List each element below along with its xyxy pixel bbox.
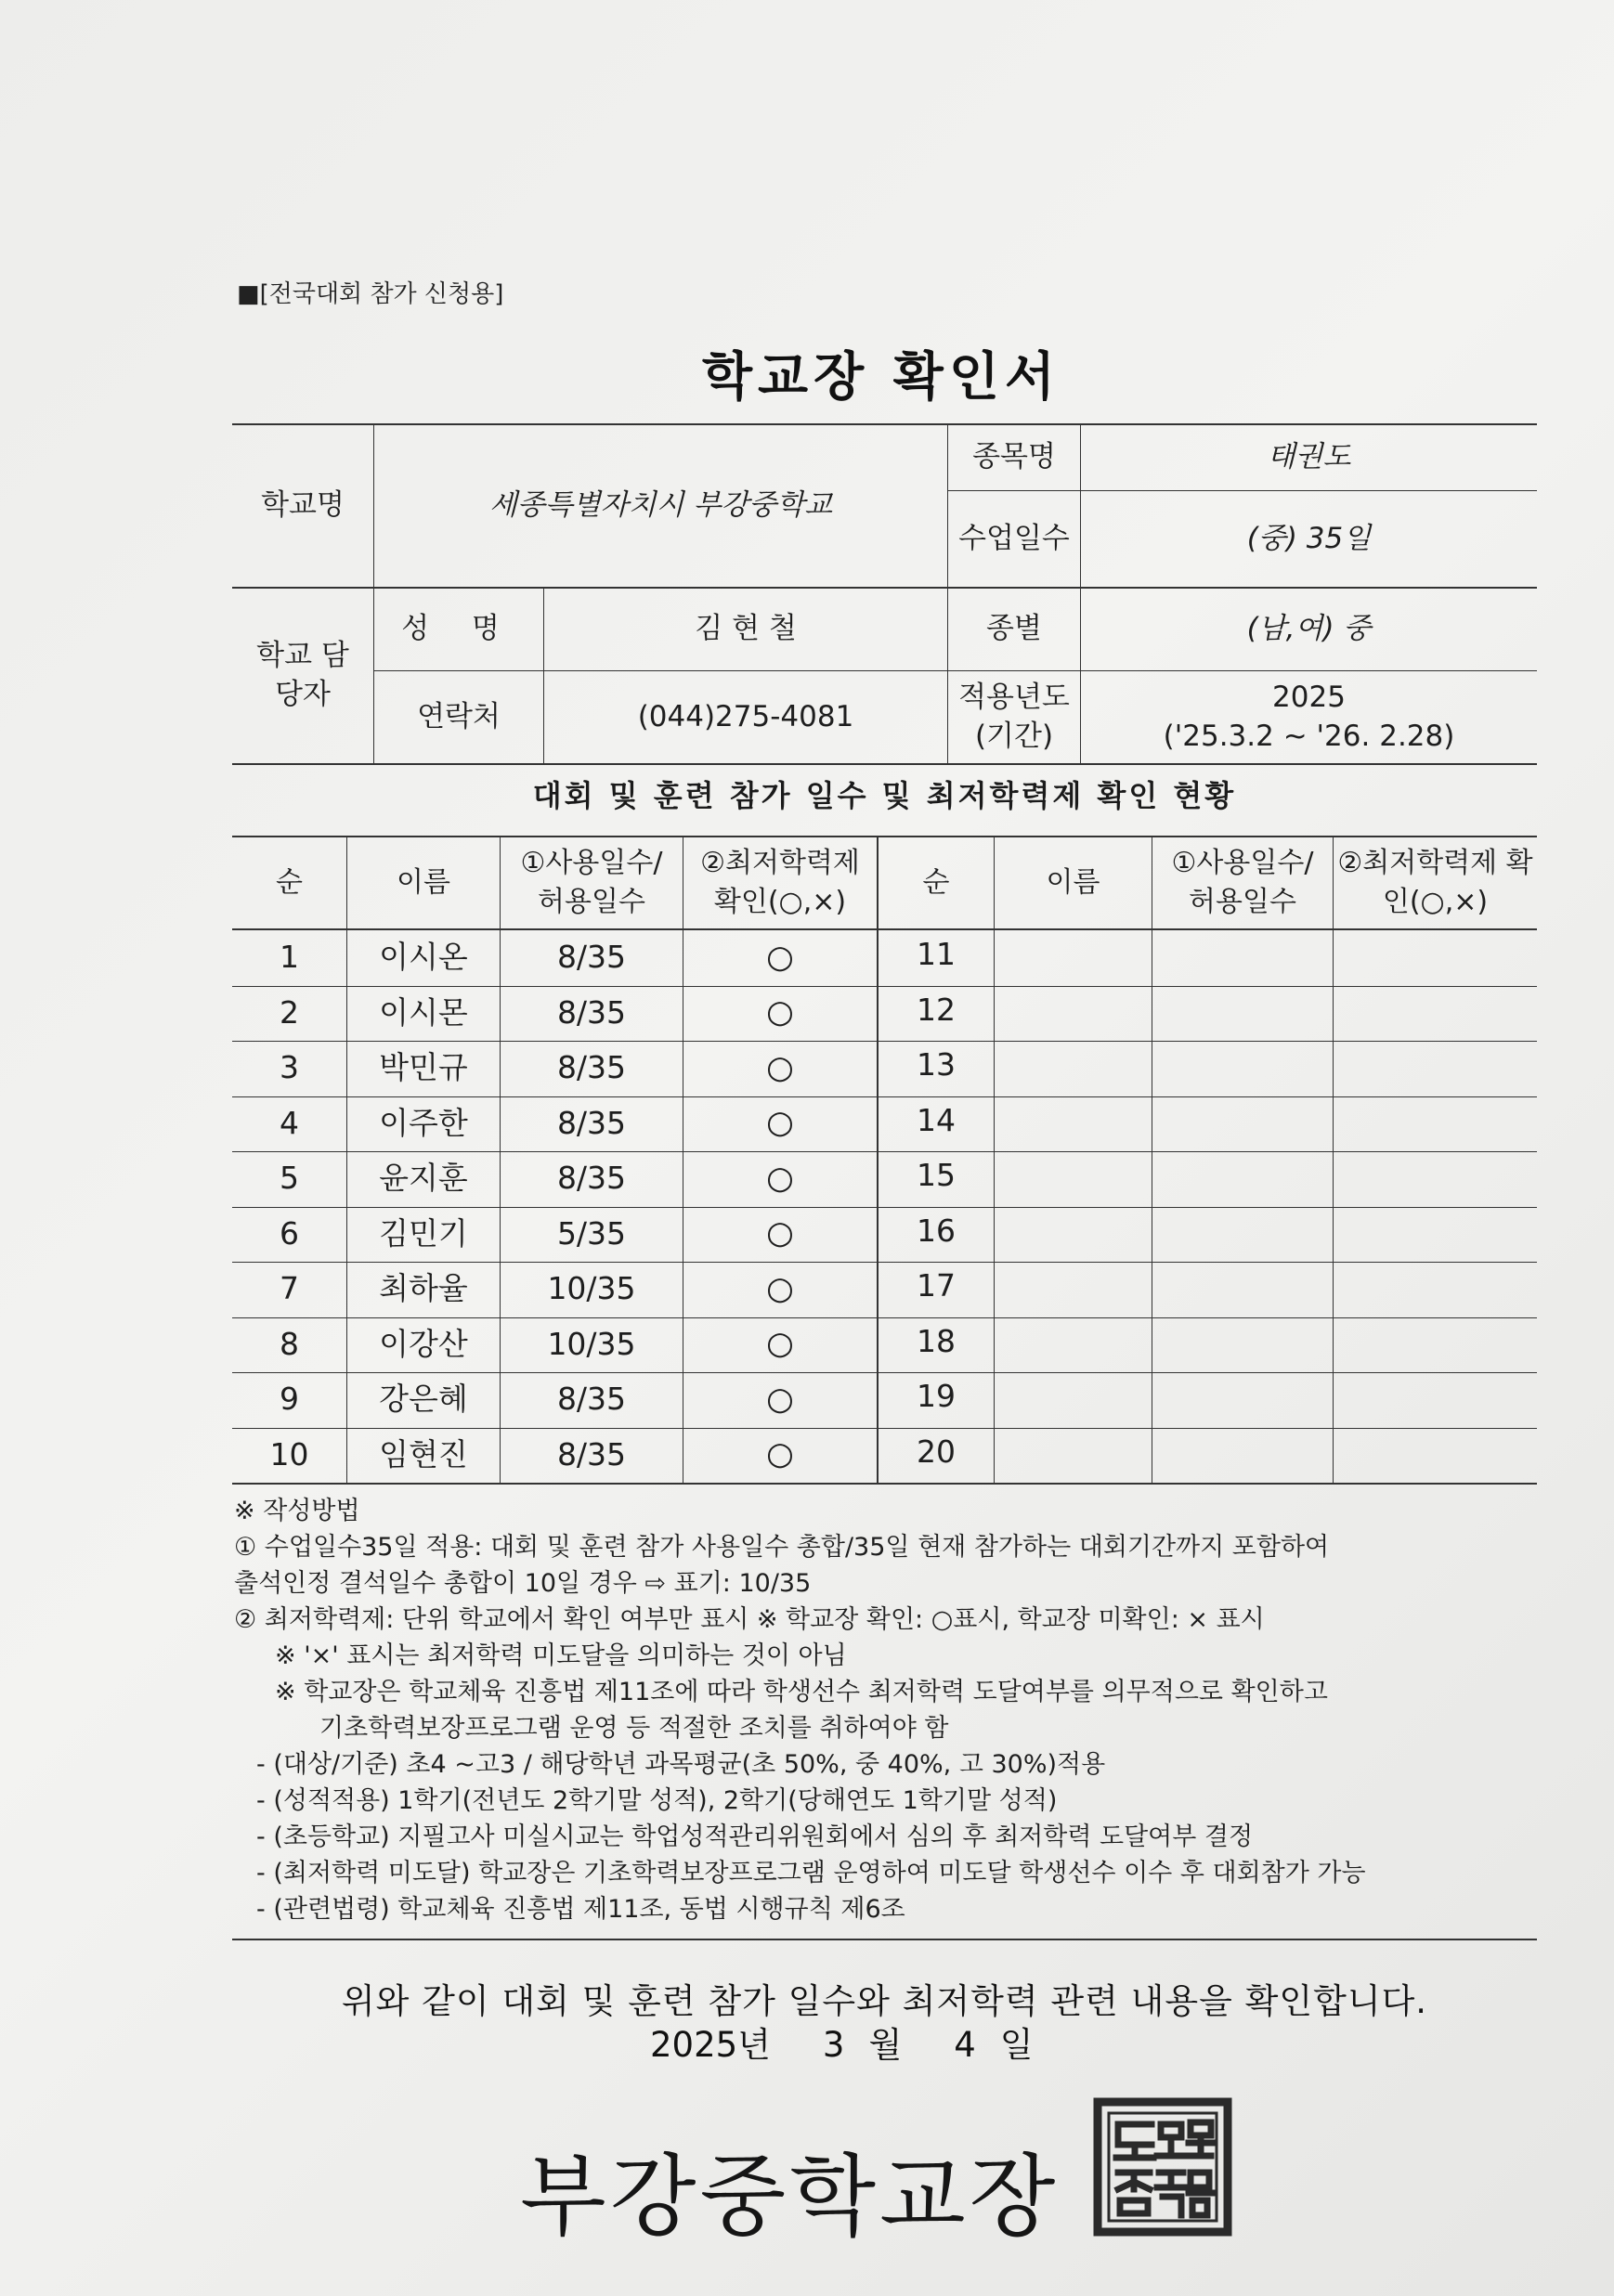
row-name: 강은혜 — [379, 1381, 468, 1418]
row-mark: ○ — [766, 938, 794, 976]
guide-elementary: - (초등학교) 지필고사 미실시교는 학업성적관리위원회에서 심의 후 최저학력 도달여부 결정 — [256, 1823, 1254, 1851]
guide-grade-apply: - (성적적용) 1학기(전년도 2학기말 성적), 2학기(당해연도 1학기말 성적) — [256, 1786, 1058, 1815]
row-usage: 8/35 — [556, 993, 627, 1031]
row-mark: ○ — [766, 1104, 794, 1142]
guide-related-law: - (관련법령) 학교체육 진흥법 제11조, 동법 시행규칙 제6조 — [256, 1895, 905, 1924]
row-name: 이시몬 — [379, 993, 468, 1031]
guide-note-law: ※ 학교장은 학교체육 진흥법 제11조에 따라 학생선수 최저학력 도달여부를 의무적으로 확인하고 — [275, 1678, 1328, 1706]
table-vline-7 — [1333, 836, 1334, 1484]
row-no-right: 19 — [917, 1378, 956, 1415]
school-name-value: 세종특별자치시 부강중학교 — [488, 488, 833, 523]
date-day: 4 — [954, 2025, 976, 2065]
row-usage: 8/35 — [556, 1160, 627, 1197]
row-no-right: 15 — [917, 1157, 956, 1194]
row-no: 8 — [280, 1325, 299, 1362]
date-year: 2025년 — [650, 2025, 771, 2065]
row-no: 3 — [280, 1049, 299, 1086]
guide-item-1-cont: 출석인정 결석일수 총합이 10일 경우 ⇨ 표기: 10/35 — [234, 1569, 812, 1598]
confirmation-statement: 위와 같이 대회 및 훈련 참가 일수와 최저학력 관련 내용을 확인합니다. — [341, 1981, 1428, 2021]
row-name: 최하율 — [379, 1270, 468, 1307]
row-usage: 5/35 — [556, 1214, 627, 1252]
issue-date — [650, 2017, 1034, 2067]
class-days-value: (중) 35일 — [1246, 521, 1372, 555]
guide-target: - (대상/기준) 초4 ~고3 / 해당학년 과목평균(초 50%, 중 40%, 고 30%)적용 — [256, 1750, 1106, 1779]
row-no-right: 18 — [917, 1322, 956, 1359]
row-no: 9 — [280, 1381, 299, 1418]
table-vline-5 — [994, 836, 995, 1484]
row-mark: ○ — [766, 1048, 794, 1086]
guide-note-law-cont: 기초학력보장프로그램 운영 등 적절한 조치를 취하여야 함 — [319, 1714, 949, 1743]
header-confirm-left: ②최저학력제 확인(○,×) — [700, 847, 860, 918]
header-confirm-right: ②최저학력제 확인(○,×) — [1337, 847, 1533, 918]
row-usage: 10/35 — [547, 1270, 636, 1307]
row-no: 6 — [280, 1214, 299, 1252]
row-mark: ○ — [766, 993, 794, 1031]
form-type-label: ■[전국대회 참가 신청용] — [237, 280, 504, 308]
header-usage-left: ①사용일수/ 허용일수 — [520, 847, 663, 918]
header-name-left: 이름 — [397, 866, 450, 899]
guide-heading: ※ 작성방법 — [234, 1497, 360, 1525]
row-no-right: 16 — [917, 1212, 956, 1249]
row-no-right: 14 — [917, 1101, 956, 1138]
row-no-right: 12 — [917, 991, 956, 1028]
apply-year-value: 2025 — [1272, 680, 1346, 714]
contact-label: 연락처 — [417, 699, 501, 733]
date-month-unit: 월 — [868, 2025, 903, 2065]
guide-item-2: ② 최저학력제: 단위 학교에서 확인 여부만 표시 ※ 학교장 확인: ○표시, 학교장 미확인: × 표시 — [234, 1605, 1265, 1634]
row-mark: ○ — [766, 1325, 794, 1363]
row-no-right: 20 — [917, 1433, 956, 1470]
guide-item-1: ① 수업일수35일 적용: 대회 및 훈련 참가 사용일수 총합/35일 현재 참가하는 대회기간까지 포함하여 — [234, 1533, 1330, 1562]
header-no-right: 순 — [922, 866, 950, 899]
apply-year-cell — [1081, 671, 1537, 763]
header-name-right: 이름 — [1046, 866, 1100, 899]
row-no: 1 — [280, 939, 299, 976]
writing-guide — [234, 1493, 1553, 1927]
row-name: 이주한 — [379, 1104, 468, 1141]
row-no-right: 11 — [917, 936, 956, 973]
manager-name-value: 김 현 철 — [695, 612, 797, 646]
row-usage: 8/35 — [556, 1049, 627, 1086]
row-usage: 8/35 — [556, 939, 627, 976]
notes-bottom-border — [232, 1939, 1537, 1940]
date-month: 3 — [822, 2025, 845, 2065]
apply-period-value: ('25.3.2 ~ '26. 2.28) — [1163, 719, 1455, 753]
row-mark: ○ — [766, 1435, 794, 1473]
row-name: 이시온 — [379, 939, 468, 976]
row-name: 박민규 — [379, 1049, 468, 1086]
school-manager-label: 학교 담당자 — [256, 639, 349, 711]
school-name-label: 학교명 — [261, 488, 345, 523]
row-no-right: 17 — [917, 1267, 956, 1304]
header-usage-right: ①사용일수/ 허용일수 — [1171, 847, 1314, 918]
row-mark: ○ — [766, 1269, 794, 1307]
event-label: 종목명 — [972, 440, 1056, 474]
manager-name-label: 성 명 — [401, 612, 516, 646]
event-value: 태권도 — [1267, 440, 1351, 474]
page-title: 학교장 확인서 — [701, 347, 1061, 408]
row-mark: ○ — [766, 1214, 794, 1252]
row-name: 김민기 — [379, 1214, 468, 1252]
gender-label: 종별 — [986, 612, 1042, 646]
date-day-unit: 일 — [999, 2025, 1034, 2065]
row-usage: 8/35 — [556, 1381, 627, 1418]
gender-value: (남,여) 중 — [1246, 612, 1372, 646]
contact-value: (044)275-4081 — [637, 699, 854, 733]
principal-title: 부강중학교장 — [520, 2145, 1060, 2249]
guide-note-x: ※ '×' 표시는 최저학력 미도달을 의미하는 것이 아님 — [275, 1641, 847, 1670]
row-name: 윤지훈 — [379, 1160, 468, 1197]
row-usage: 8/35 — [556, 1435, 627, 1472]
row-usage: 8/35 — [556, 1104, 627, 1141]
row-mark: ○ — [766, 1159, 794, 1197]
guide-not-reached: - (최저학력 미도달) 학교장은 기초학력보장프로그램 운영하여 미도달 학생선수 이수 후 대회참가 가능 — [256, 1859, 1366, 1887]
row-no: 4 — [280, 1104, 299, 1141]
row-name: 이강산 — [379, 1325, 468, 1362]
class-days-label: 수업일수 — [958, 521, 1070, 555]
row-no-right: 13 — [917, 1046, 956, 1083]
row-no: 2 — [280, 993, 299, 1031]
info-bottom-border — [232, 763, 1537, 765]
row-usage: 10/35 — [547, 1325, 636, 1362]
row-no: 5 — [280, 1160, 299, 1197]
row-no: 7 — [280, 1270, 299, 1307]
table-bottom-border — [232, 1483, 1537, 1485]
row-mark: ○ — [766, 1380, 794, 1418]
apply-year-label: 적용년도 (기간) — [958, 680, 1070, 753]
row-name: 임현진 — [379, 1435, 468, 1472]
section-title: 대회 및 훈련 참가 일수 및 최저학력제 확인 현황 — [532, 778, 1237, 813]
header-no-left: 순 — [276, 866, 303, 899]
row-no: 10 — [269, 1435, 309, 1472]
official-seal-icon — [1092, 2096, 1233, 2238]
